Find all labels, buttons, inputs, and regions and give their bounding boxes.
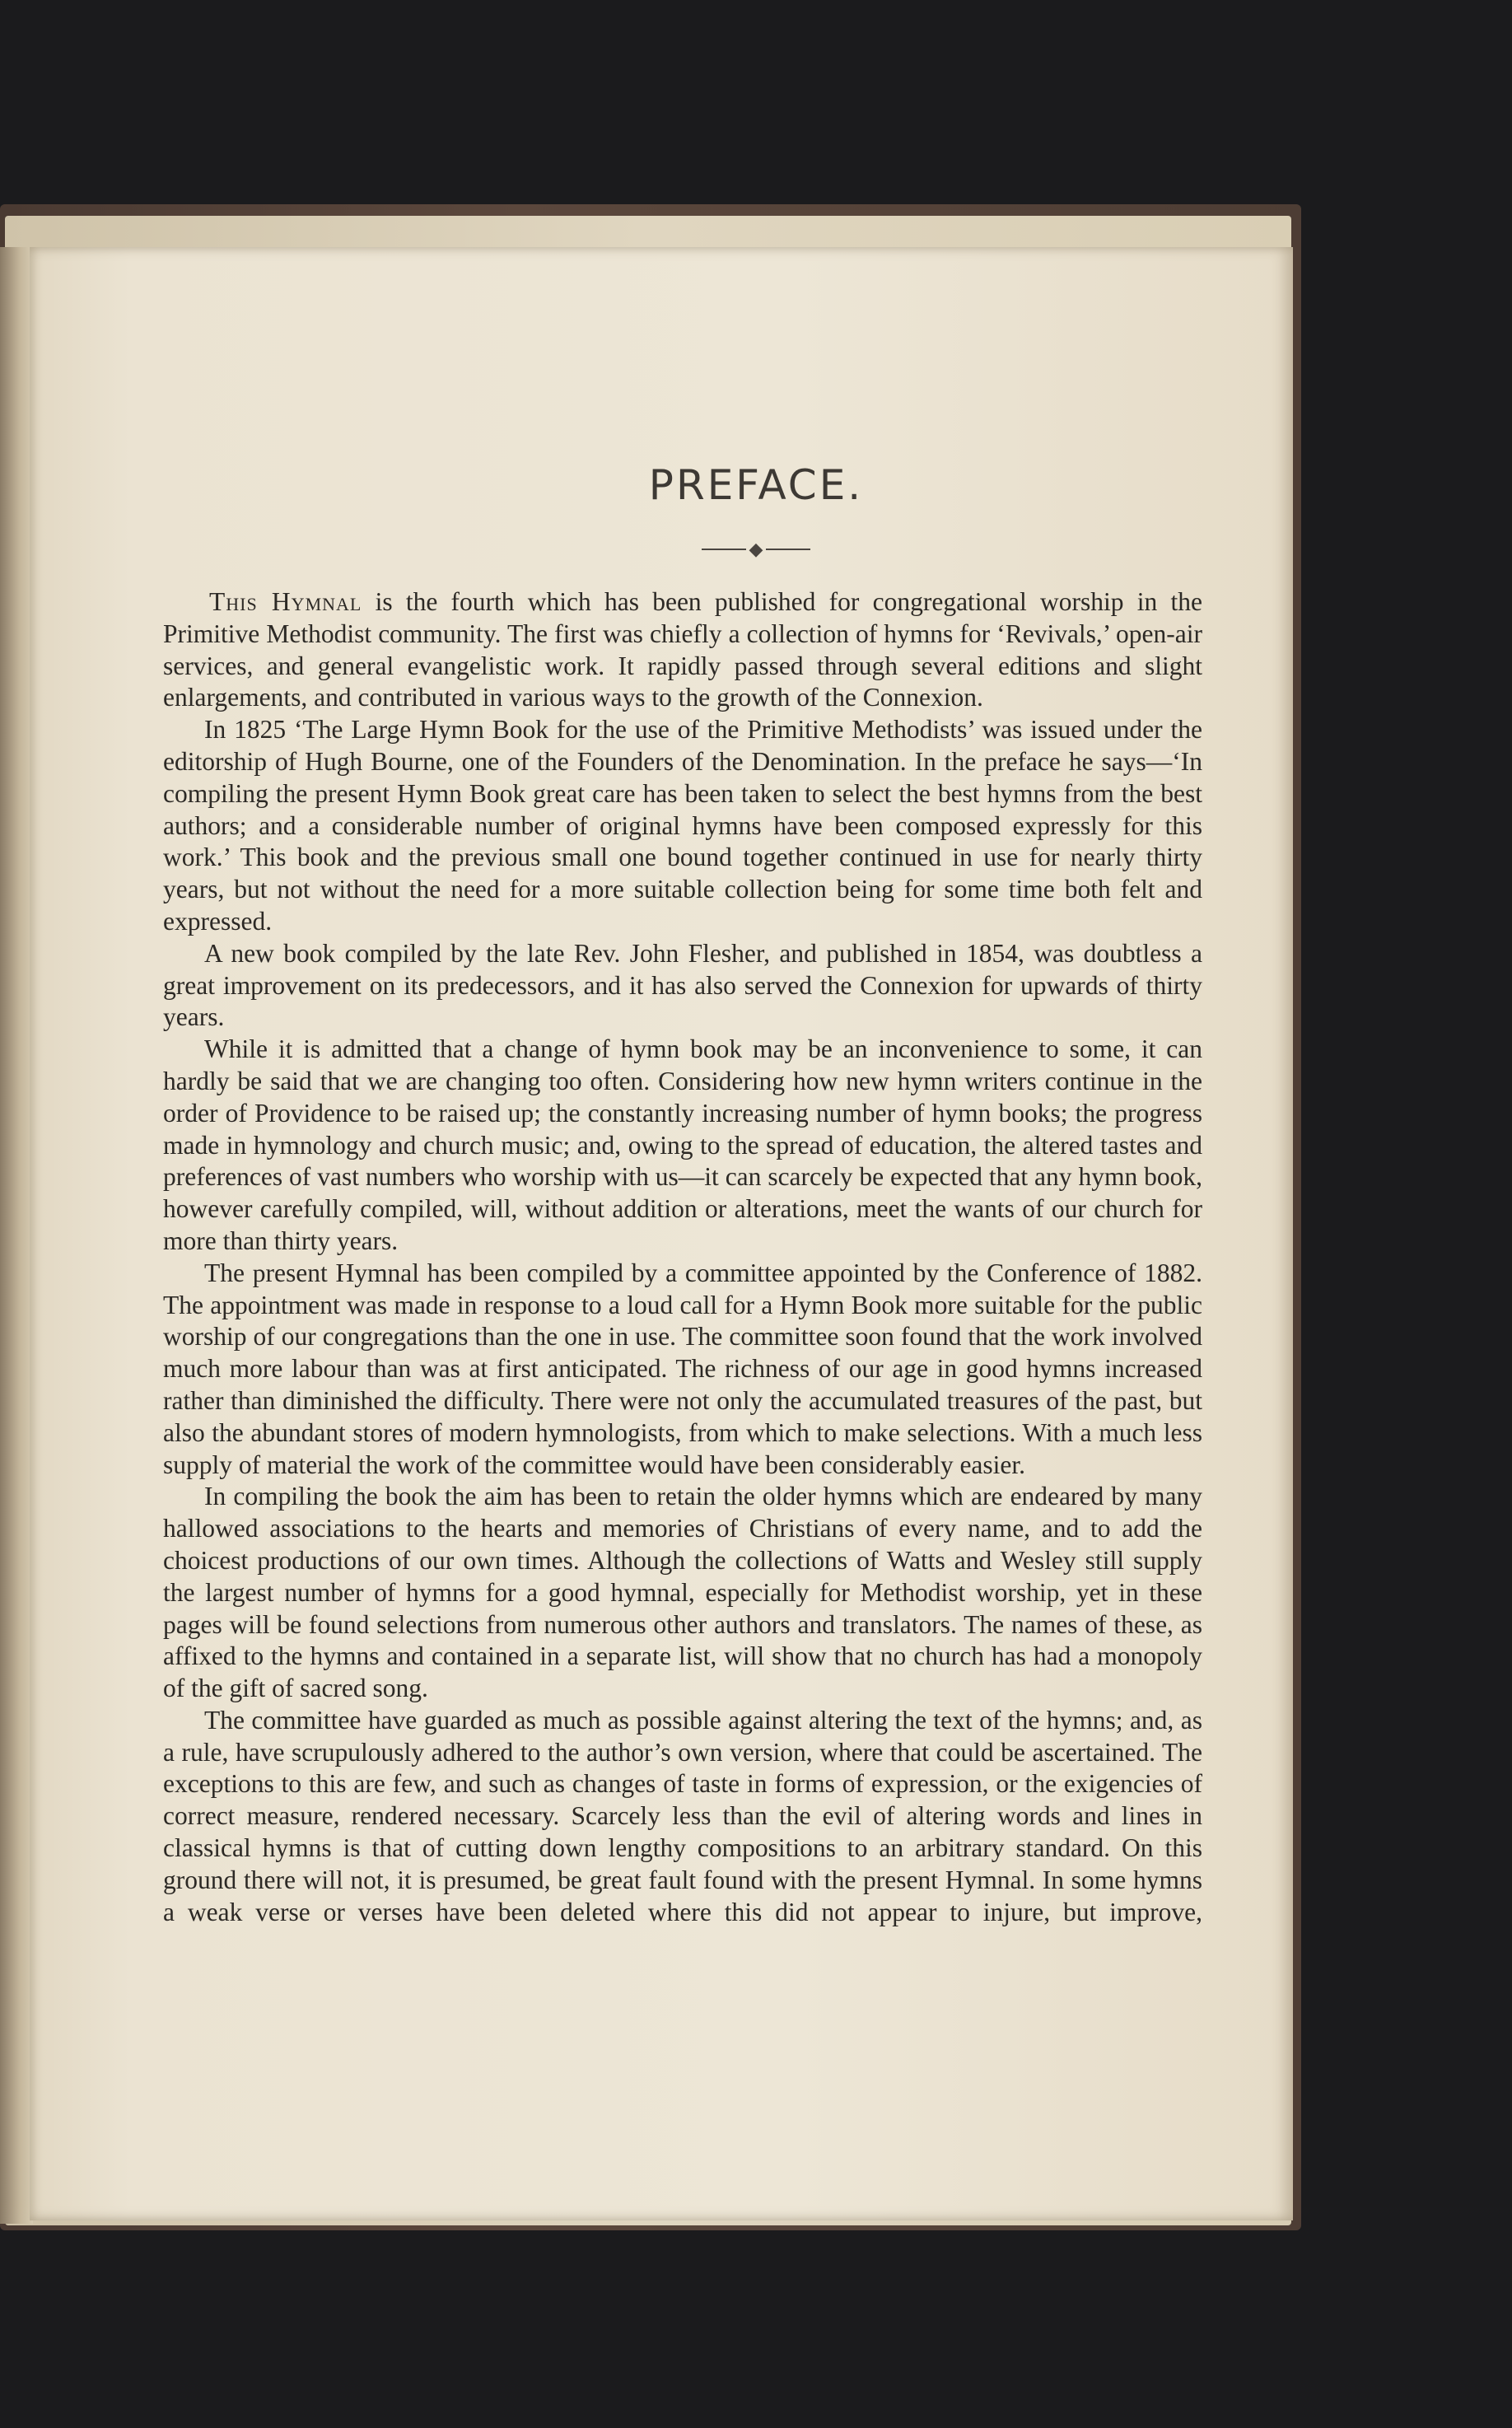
paragraph-5: The present Hymnal has been compiled by a committee appointed by the Conference of 1882. The appointment was made in response to a loud call for a Hymn Book more suitable for the public worship of our congregations than the one in use. The committee soon found that the work involved much more labour than was at first anticipated. The richness of our age in good hymns increased rather than diminished the difficulty. There were not only the accumulated treasures of the past, but also the abundant stores of modern hymnologists, from which to make selections. With a much less supply of material the work of the committee would have been considerably easier. [163, 1258, 1202, 1479]
ornament-rule-left [702, 549, 746, 550]
preface-body [163, 586, 1202, 1928]
paragraph-1-text: is the fourth which has been published for congregational worship in the Primitive Methodist community. The first was chiefly a collection of hymns for ‘Revivals,’ open-air services, and general evangelistic work. It rapidly passed through several editions and slight enlargements, and contributed in various ways to the growth of the Connexion. [163, 587, 1202, 712]
paragraph-1 [163, 586, 1202, 714]
page-title: PREFACE. [648, 461, 864, 509]
title-ornament [0, 535, 1512, 562]
ornament-rule-right [766, 549, 810, 550]
paragraph-2: In 1825 ‘The Large Hymn Book for the use of the Primitive Methodists’ was issued under the editorship of Hugh Bourne, one of the Founders of the Denomination. In the preface he says—‘In compiling the present Hymn Book great care has been taken to select the best hymns from the best authors; and a considerable number of original hymns have been composed expressly for this work.’ This book and the previous small one bound together continued in use for nearly thirty years, but not without the need for a more suitable collection being for some time both felt and expressed. [163, 715, 1202, 936]
paragraph-4: While it is admitted that a change of hymn book may be an inconvenience to some, it can hardly be said that we are changing too often. Considering how new hymn writers continue in the order of Providence to be raised up; the constantly increasing number of hymn books; the progress made in hymnology and church music; and, owing to the spread of education, the altered tastes and preferences of vast numbers who worship with us—it can scarcely be expected that any hymn book, however carefully compiled, will, without addition or alterations, meet the wants of our church for more than thirty years. [163, 1034, 1202, 1255]
paragraph-7: The committee have guarded as much as possible against altering the text of the hymns; and, as a rule, have scrupulously adhered to the author’s own version, where that could be ascertained. The exceptions to this are few, and such as changes of taste in forms of expression, or the exigencies of correct measure, rendered necessary. Scarcely less than the evil of altering words and lines in classical hymns is that of cutting down lengthy compositions to an arbitrary standard. On this ground there will not, it is presumed, be great fault found with the present Hymnal. In some hymns a weak verse or verses have been deleted where this did not appear to injure, but improve, [163, 1705, 1202, 1926]
paragraph-6: In compiling the book the aim has been to retain the older hymns which are endeared by many hallowed associations to the hearts and memories of Christians of every name, and to add the choicest productions of our own times. Although the collections of Watts and Wesley still supply the largest number of hymns for a good hymnal, especially for Methodist worship, yet in these pages will be found selections from numerous other authors and translators. The names of these, as affixed to the hymns and contained in a separate list, will show that no church has had a monopoly of the gift of sacred song. [163, 1482, 1202, 1703]
paragraph-3: A new book compiled by the late Rev. John Flesher, and published in 1854, was doubtless a great improvement on its predecessors, and it has also served the Connexion for upwards of thirty years. [163, 938, 1202, 1032]
diamond-icon: ◆ [749, 539, 763, 560]
opening-small-caps: This Hymnal [209, 587, 362, 616]
